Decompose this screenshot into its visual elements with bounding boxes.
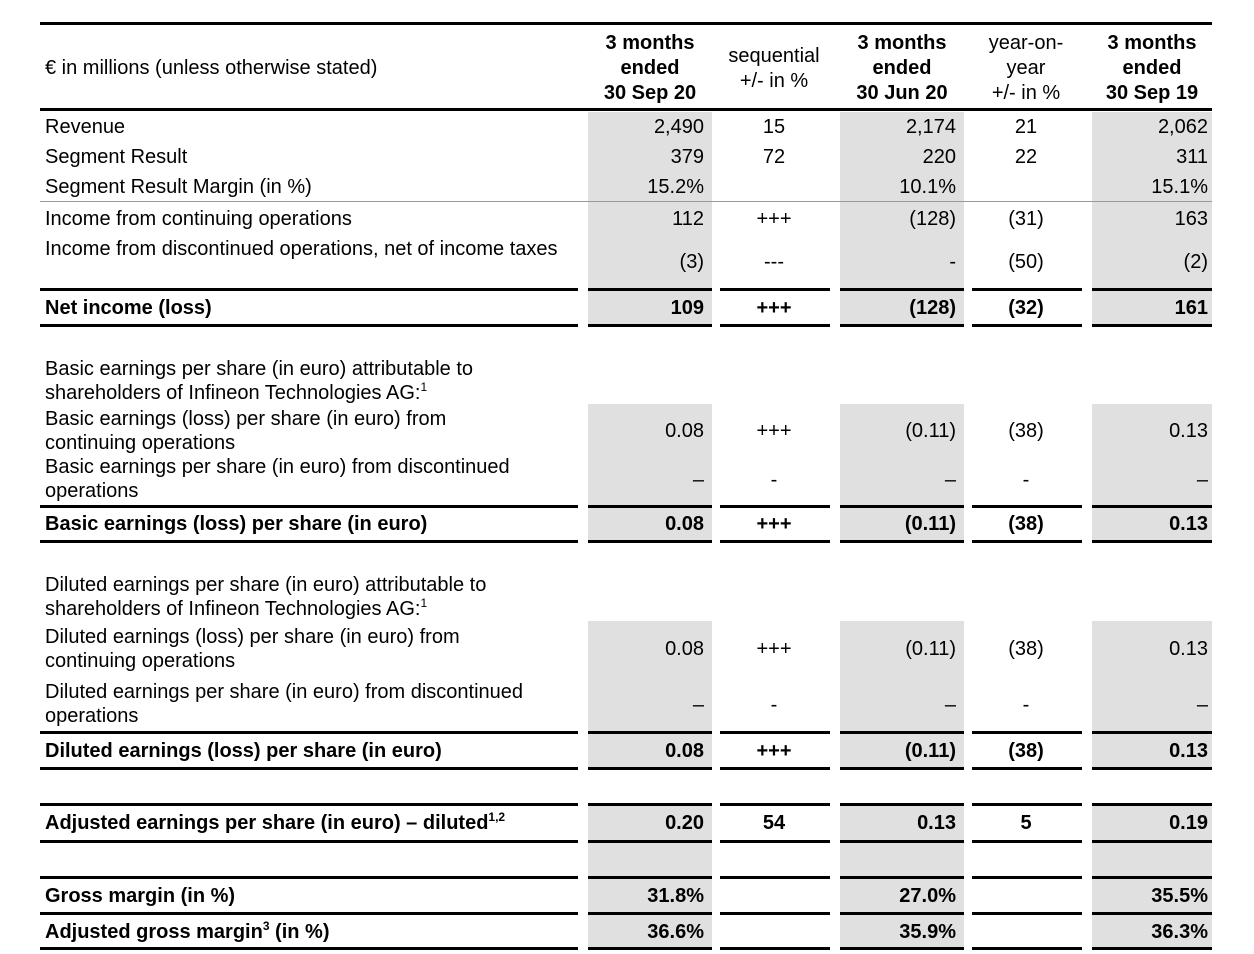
header-line: year xyxy=(1006,57,1046,79)
rule-gross-margin-mid xyxy=(720,912,830,915)
cell-value: – xyxy=(1196,694,1208,716)
cell-value: (2) xyxy=(1183,251,1208,273)
cell-value: +++ xyxy=(756,420,792,442)
cell-value: 10.1% xyxy=(899,176,956,198)
rule-gross-margin-top xyxy=(588,876,712,879)
footnote-marker: 3 xyxy=(262,919,270,933)
rule-basic-eps-bottom xyxy=(588,540,712,543)
rule-net-income-top xyxy=(588,288,712,291)
rule-bottom xyxy=(972,947,1082,950)
rule-diluted-eps-bottom xyxy=(972,767,1082,770)
cell-value: +++ xyxy=(756,513,792,535)
cell-value: (38) xyxy=(1008,420,1044,442)
rule-diluted-eps-top xyxy=(40,731,578,734)
header-line: +/- in % xyxy=(991,82,1061,104)
cell-value: 161 xyxy=(1174,297,1208,319)
header-line: 3 months xyxy=(605,32,695,54)
cell-value: 35.5% xyxy=(1151,885,1208,907)
rule-diluted-eps-top xyxy=(840,731,964,734)
cell-value: +++ xyxy=(756,208,792,230)
rule-net-income-top xyxy=(840,288,964,291)
rule-bottom xyxy=(1092,947,1212,950)
rule-gross-margin-mid xyxy=(588,912,712,915)
rule-net-income-top xyxy=(720,288,830,291)
rule-net-income-bottom xyxy=(40,324,578,327)
rule-adjusted-bottom xyxy=(720,840,830,843)
header-line: year-on- xyxy=(988,32,1064,54)
cell-value: (0.11) xyxy=(904,513,956,535)
rule-bottom xyxy=(40,947,578,950)
rule-diluted-eps-top xyxy=(972,731,1082,734)
cell-value: - xyxy=(770,694,778,716)
rule-adjusted-top xyxy=(588,803,712,806)
rule-basic-eps-top xyxy=(972,505,1082,508)
cell-value: 0.08 xyxy=(665,638,704,660)
rule-diluted-eps-bottom xyxy=(1092,767,1212,770)
rule-adjusted-bottom xyxy=(1092,840,1212,843)
cell-value: (31) xyxy=(1008,208,1044,230)
footnote-marker: 1 xyxy=(420,596,428,610)
rule-adjusted-bottom xyxy=(588,840,712,843)
rule-basic-eps-top xyxy=(1092,505,1212,508)
cell-value: (32) xyxy=(1008,297,1044,319)
cell-value: – xyxy=(692,694,704,716)
cell-value: (0.11) xyxy=(905,638,956,660)
rule-adjusted-top xyxy=(720,803,830,806)
rule-adjusted-top xyxy=(840,803,964,806)
cell-value: 109 xyxy=(670,297,704,319)
cell-value: 0.13 xyxy=(917,812,956,834)
row-label-adjusted-gross-margin xyxy=(45,920,330,944)
label-text: Basic earnings per share (in euro) attributable to shareholders of Infineon Technologies AG: xyxy=(45,358,474,404)
rule-net-income-bottom xyxy=(588,324,712,327)
cell-value: 2,062 xyxy=(1157,116,1208,138)
cell-value: (3) xyxy=(679,251,704,273)
cell-value: - xyxy=(1022,469,1030,491)
rule-gross-margin-mid xyxy=(40,912,578,915)
row-label-revenue: Revenue xyxy=(45,116,126,138)
label-suffix: (in %) xyxy=(269,921,330,943)
rule-diluted-eps-top xyxy=(720,731,830,734)
row-label-diluted-eps-continuing: Diluted earnings (loss) per share (in euro) from continuing operations xyxy=(45,626,460,672)
cell-value: 220 xyxy=(922,146,956,168)
header-line: 30 Jun 20 xyxy=(856,82,948,104)
rule-net-income-top xyxy=(972,288,1082,291)
rule-gross-margin-top xyxy=(40,876,578,879)
cell-value: 21 xyxy=(1014,116,1038,138)
cell-value: 72 xyxy=(762,146,786,168)
row-label-diluted-eps: Diluted earnings (loss) per share (in euro) xyxy=(45,740,442,762)
rule-gross-margin-mid xyxy=(972,912,1082,915)
rule-diluted-eps-bottom xyxy=(588,767,712,770)
rule-basic-eps-bottom xyxy=(840,540,964,543)
cell-value: - xyxy=(1022,694,1030,716)
label-text: Diluted earnings per share (in euro) attributable to shareholders of Infineon Technologies AG: xyxy=(45,574,487,620)
cell-value: (0.11) xyxy=(904,740,956,762)
rule-basic-eps-bottom xyxy=(720,540,830,543)
rule-net-income-bottom xyxy=(720,324,830,327)
cell-value: – xyxy=(944,694,956,716)
rule-net-income-top xyxy=(1092,288,1212,291)
cell-value: +++ xyxy=(756,638,792,660)
cell-value: 0.20 xyxy=(665,812,704,834)
row-label-basic-eps: Basic earnings (loss) per share (in euro) xyxy=(45,513,428,535)
cell-value: 0.08 xyxy=(665,513,704,535)
unit-label: € in millions (unless otherwise stated) xyxy=(45,57,378,79)
column-header-sequential xyxy=(712,44,836,94)
row-label-segment-result-margin: Segment Result Margin (in %) xyxy=(45,176,312,198)
row-label-income-continuing: Income from continuing operations xyxy=(45,208,352,230)
cell-value: - xyxy=(949,251,956,273)
column-header-30-sep-19 xyxy=(1092,31,1212,106)
rule-basic-eps-bottom xyxy=(1092,540,1212,543)
rule-gross-margin-mid xyxy=(1092,912,1212,915)
rule-gross-margin-top xyxy=(1092,876,1212,879)
rule-net-income-bottom xyxy=(1092,324,1212,327)
label-text: Adjusted earnings per share (in euro) – diluted xyxy=(45,812,489,834)
row-label-basic-eps-continuing: Basic earnings (loss) per share (in euro) from continuing operations xyxy=(45,408,447,454)
cell-value: 54 xyxy=(762,812,786,834)
cell-value: (38) xyxy=(1008,740,1044,762)
cell-value: 0.13 xyxy=(1169,513,1208,535)
cell-value: 379 xyxy=(670,146,704,168)
cell-value: 36.6% xyxy=(647,921,704,943)
cell-value: +++ xyxy=(756,740,792,762)
cell-value: 22 xyxy=(1014,146,1038,168)
cell-value: 0.13 xyxy=(1169,638,1208,660)
column-header-year-on-year xyxy=(964,31,1088,106)
header-line: ended xyxy=(872,57,932,79)
rule-diluted-eps-top xyxy=(588,731,712,734)
column-header-30-jun-20 xyxy=(840,31,964,106)
rule-gross-margin-top xyxy=(720,876,830,879)
rule-bottom xyxy=(588,947,712,950)
rule-basic-eps-top xyxy=(588,505,712,508)
row-label-net-income: Net income (loss) xyxy=(45,297,212,319)
row-label-basic-eps-discontinued: Basic earnings per share (in euro) from discontinued operations xyxy=(45,456,510,502)
cell-value: (38) xyxy=(1008,638,1044,660)
rule-diluted-eps-bottom xyxy=(720,767,830,770)
cell-value: – xyxy=(944,469,956,491)
rule-basic-eps-bottom xyxy=(40,540,578,543)
cell-value: 31.8% xyxy=(647,885,704,907)
rule-basic-eps-top xyxy=(840,505,964,508)
rule-gross-margin-top xyxy=(972,876,1082,879)
cell-value: --- xyxy=(764,251,784,273)
rule-diluted-eps-bottom xyxy=(840,767,964,770)
cell-value: 0.19 xyxy=(1169,812,1208,834)
rule-basic-eps-bottom xyxy=(972,540,1082,543)
header-line: 30 Sep 20 xyxy=(603,82,697,104)
rule-basic-eps-top xyxy=(40,505,578,508)
footnote-marker: 1,2 xyxy=(488,810,506,824)
footnote-marker: 1 xyxy=(420,380,428,394)
row-label-basic-eps-heading xyxy=(45,357,545,405)
rule-header xyxy=(40,108,1212,111)
cell-value: (38) xyxy=(1008,513,1044,535)
cell-value: 15 xyxy=(762,116,786,138)
row-label-diluted-eps-discontinued: Diluted earnings per share (in euro) from discontinued operations xyxy=(45,681,524,727)
rule-net-income-top xyxy=(40,288,578,291)
rule-gross-margin-mid xyxy=(840,912,964,915)
cell-value: 36.3% xyxy=(1151,921,1208,943)
cell-value: 0.13 xyxy=(1169,740,1208,762)
cell-value: 163 xyxy=(1174,208,1208,230)
cell-value: (128) xyxy=(909,297,956,319)
rule-adjusted-bottom xyxy=(840,840,964,843)
row-label-gross-margin: Gross margin (in %) xyxy=(45,885,236,907)
row-label-income-discontinued: Income from discontinued operations, net of income taxes xyxy=(45,238,558,260)
rule-basic-eps-top xyxy=(720,505,830,508)
rule-bottom xyxy=(720,947,830,950)
rule-top xyxy=(40,22,1212,25)
cell-value: (128) xyxy=(909,208,956,230)
rule-bottom xyxy=(840,947,964,950)
cell-value: 0.08 xyxy=(665,740,704,762)
cell-value: (50) xyxy=(1008,251,1044,273)
header-line: ended xyxy=(1122,57,1182,79)
header-line: +/- in % xyxy=(739,70,809,92)
header-line: 3 months xyxy=(857,32,947,54)
cell-value: – xyxy=(1196,469,1208,491)
cell-value: 35.9% xyxy=(899,921,956,943)
cell-value: 2,174 xyxy=(905,116,956,138)
rule-adjusted-bottom xyxy=(972,840,1082,843)
cell-value: 311 xyxy=(1176,146,1208,168)
rule-net-income-bottom xyxy=(972,324,1082,327)
rule-adjusted-top xyxy=(40,803,578,806)
header-line: 3 months xyxy=(1107,32,1197,54)
cell-value: (0.11) xyxy=(905,420,956,442)
row-label-diluted-eps-heading xyxy=(45,573,555,621)
column-header-30-sep-20 xyxy=(588,31,712,106)
rule-diluted-eps-top xyxy=(1092,731,1212,734)
header-line: 30 Sep 19 xyxy=(1105,82,1199,104)
rule-adjusted-bottom xyxy=(40,840,578,843)
cell-value: 15.2% xyxy=(647,176,704,198)
rule-gross-margin-top xyxy=(840,876,964,879)
cell-value: 0.13 xyxy=(1169,420,1208,442)
rule-net-income-bottom xyxy=(840,324,964,327)
cell-value: +++ xyxy=(756,297,792,319)
row-label-segment-result: Segment Result xyxy=(45,146,188,168)
cell-value: 27.0% xyxy=(899,885,956,907)
rule-adjusted-top xyxy=(1092,803,1212,806)
cell-value: - xyxy=(770,469,778,491)
rule-diluted-eps-bottom xyxy=(40,767,578,770)
rule-adjusted-top xyxy=(972,803,1082,806)
header-line: ended xyxy=(620,57,680,79)
cell-value: 112 xyxy=(672,208,704,230)
cell-value: 5 xyxy=(1020,812,1032,834)
cell-value: – xyxy=(692,469,704,491)
header-line: sequential xyxy=(728,45,820,67)
cell-value: 15.1% xyxy=(1151,176,1208,198)
label-text: Adjusted gross margin xyxy=(45,921,263,943)
rule-segment xyxy=(40,201,1212,202)
row-label-adjusted-eps-diluted xyxy=(45,811,505,835)
cell-value: 0.08 xyxy=(665,420,704,442)
cell-value: 2,490 xyxy=(653,116,704,138)
